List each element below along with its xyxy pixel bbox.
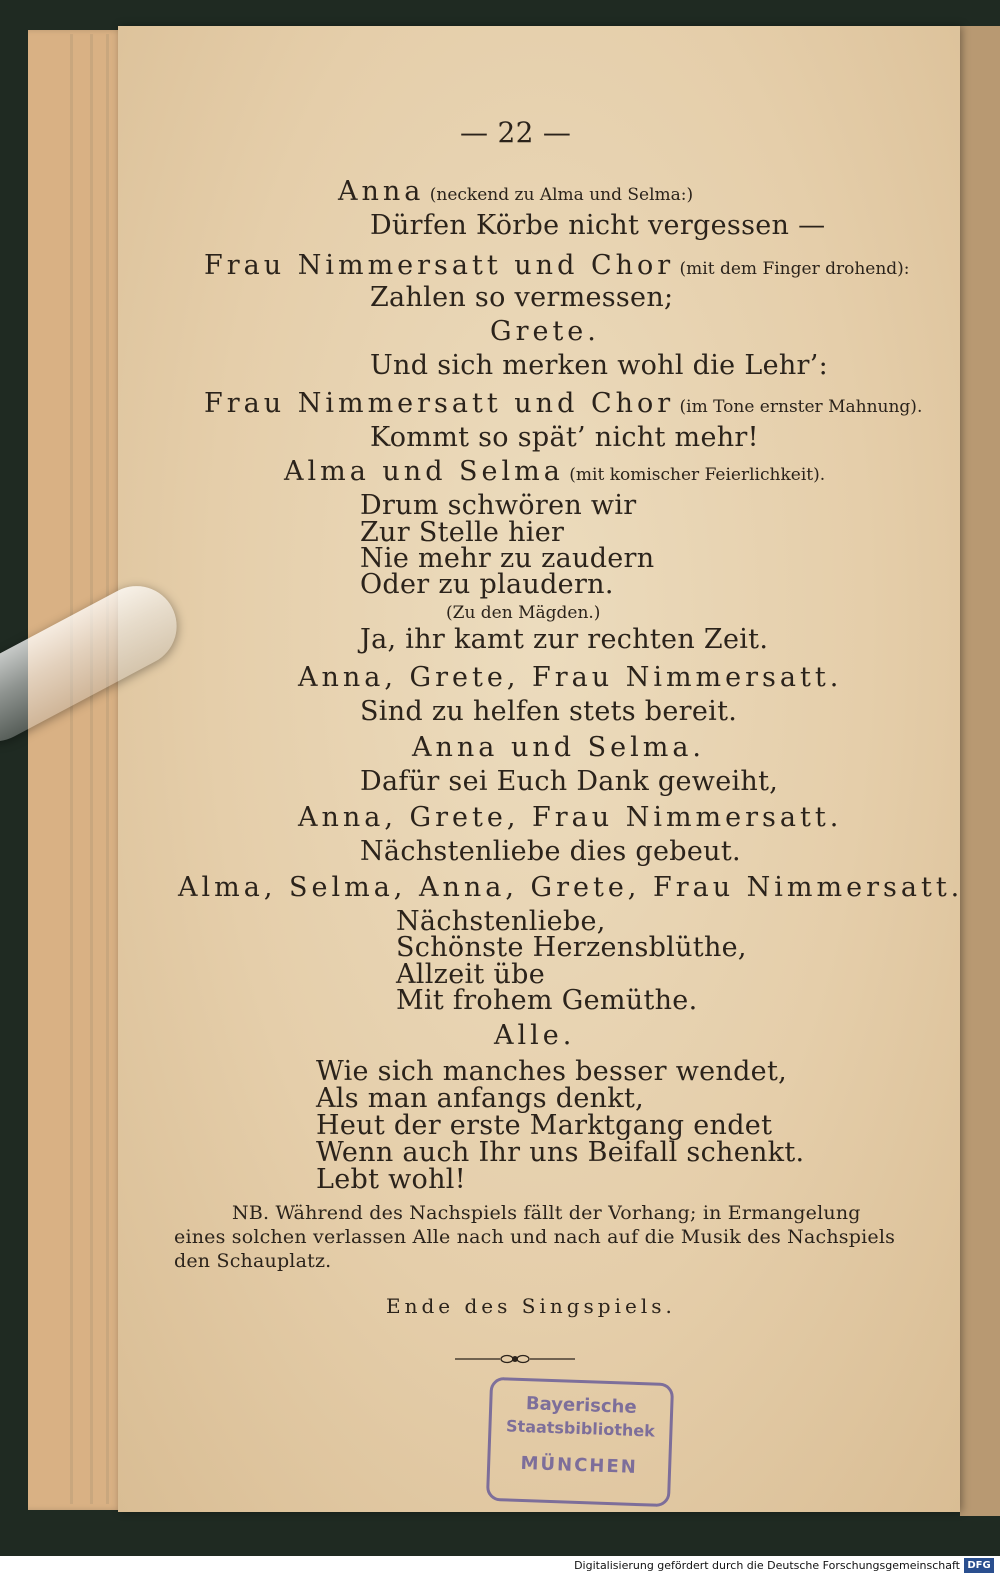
speaker-name: Alma, Selma, Anna, Grete, Frau Nimmersatt. [178, 872, 964, 903]
stamp-line: Staatsbibliothek [505, 1416, 656, 1441]
page-number: — 22 — [460, 116, 572, 149]
verse-line: Nächstenliebe dies gebeut. [360, 836, 741, 867]
end-of-play: Ende des Singspiels. [386, 1294, 676, 1318]
speaker-name: Anna und Selma. [412, 732, 705, 763]
footnote-line: den Schauplatz. [174, 1250, 332, 1272]
page-edge-line [90, 34, 93, 1504]
speaker-name: Frau Nimmersatt und Chor [204, 250, 675, 281]
verse-line: Lebt wohl! [316, 1164, 466, 1195]
speaker-name: Anna, Grete, Frau Nimmersatt. [298, 662, 843, 693]
stage-direction: (im Tone ernster Mahnung). [679, 397, 923, 417]
verse-line: Schönste Herzensblüthe, [396, 932, 747, 963]
verse-line: Wie sich manches besser wendet, [316, 1056, 787, 1087]
page-edge-line [70, 34, 73, 1504]
verse-line: Zahlen so vermessen; [370, 282, 674, 313]
verse-line: Nie mehr zu zaudern [360, 543, 655, 574]
stage-direction: (mit dem Finger drohend): [679, 259, 910, 279]
speaker-name: Frau Nimmersatt und Chor [204, 388, 675, 419]
stage-direction: (neckend zu Alma und Selma:) [429, 185, 694, 205]
speaker-name: Anna, Grete, Frau Nimmersatt. [298, 802, 843, 833]
stage-line [284, 456, 825, 487]
verse-line: Heut der erste Marktgang endet [316, 1110, 773, 1141]
verse-line: Zur Stelle hier [360, 517, 565, 548]
library-stamp [486, 1377, 674, 1507]
verse-line: Ja, ihr kamt zur rechten Zeit. [360, 624, 769, 655]
stamp-line: MÜNCHEN [520, 1452, 639, 1479]
verse-line: Allzeit übe [396, 959, 545, 990]
verse-line: Drum schwören wir [360, 490, 637, 521]
footnote-line: NB. Während des Nachspiels fällt der Vorhang; in Ermangelung [232, 1202, 861, 1224]
verse-line: Wenn auch Ihr uns Beifall schenkt. [316, 1137, 805, 1168]
verse-line: Mit frohem Gemüthe. [396, 985, 698, 1016]
dfg-logo-icon: DFG [964, 1558, 994, 1573]
speaker-name: Alle. [494, 1020, 576, 1051]
footer-credit: Digitalisierung gefördert durch die Deutsche Forschungsgemeinschaft [574, 1559, 960, 1572]
verse-line: Nächstenliebe, [396, 906, 606, 937]
verse-line: Sind zu helfen stets bereit. [360, 696, 738, 727]
stage-line [204, 388, 922, 419]
footnote-line: eines solchen verlassen Alle nach und nach auf die Musik des Nachspiels [174, 1226, 896, 1248]
stage-line [338, 176, 693, 207]
page-edge-line [106, 34, 109, 1504]
verse-line: Und sich merken wohl die Lehr’: [370, 350, 829, 381]
verse-line: Dürfen Körbe nicht vergessen — [370, 210, 826, 241]
speaker-name: Alma und Selma [284, 456, 564, 487]
speaker-name: Anna [338, 176, 425, 207]
stage-line [204, 250, 910, 281]
facing-page-edge [960, 26, 1000, 1516]
speaker-name: Grete. [490, 316, 600, 347]
verse-line: Dafür sei Euch Dank geweiht, [360, 766, 779, 797]
ornament-divider-icon [455, 1352, 575, 1366]
stage-direction: (mit komischer Feierlichkeit). [569, 465, 826, 485]
stamp-line: Bayerische [525, 1393, 637, 1418]
stage-direction: (Zu den Mägden.) [446, 603, 601, 623]
verse-line: Oder zu plaudern. [360, 569, 614, 600]
verse-line: Als man anfangs denkt, [316, 1083, 644, 1114]
verse-line: Kommt so spät’ nicht mehr! [370, 422, 759, 453]
